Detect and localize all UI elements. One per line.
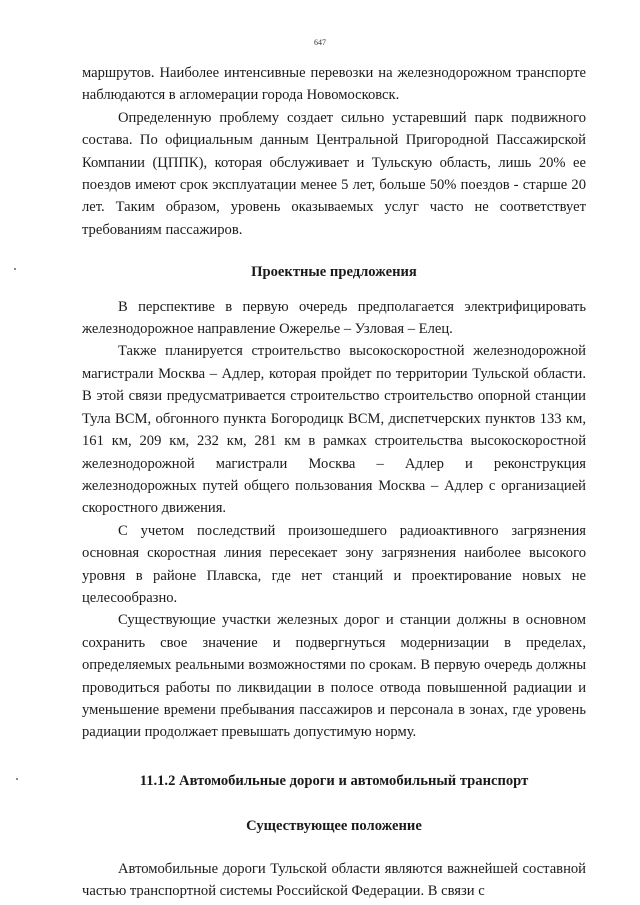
heading-section-roads: 11.1.2 Автомобильные дороги и автомобильный транспорт <box>139 772 529 789</box>
page-body <box>82 62 586 902</box>
heading-existing-situation: Существующее положение <box>246 818 422 835</box>
paragraph-modernization: Существующие участки железных дорог и станции должны в основном сохранить свое значение и подвергнуться модернизации в пределах, определяемых реальными возможностями по срокам. В первую очередь должны проводиться работы по ликвидации в полосе отвода повышенной радиации и уменьшение времени пребывания пассажиров и персонала в зонах, где уровень радиации продолжает превышать допустимую норму. <box>82 612 586 741</box>
paragraph-continuation: маршрутов. Наиболее интенсивные перевозки на железнодорожном транспорте наблюдаются в агломерации города Новомосковск. <box>82 65 586 104</box>
heading-proposals: Проектные предложения <box>251 264 417 281</box>
scan-speck <box>16 778 18 780</box>
paragraph-high-speed-rail: Также планируется строительство высокоскоростной железнодорожной магистрали Москва – Адлер, которая пройдет по территории Тульской области. В этой связи предусматривается строительство строительство опорной станции Тула ВСМ, обгонного пункта Богородицк ВСМ, диспетчерских пунктов 133 км, 161 км, 209 км, 232 км, 281 км в рамках строительства высокоскоростной железнодорожной магистрали Москва – Адлер и реконструкция железнодорожных путей общего пользования Москва – Адлер с организацией скоростного движения. <box>82 343 586 517</box>
page-number: 647 <box>314 38 326 47</box>
paragraph-roads: Автомобильные дороги Тульской области являются важнейшей составной частью транспортной системы Российской Федерации. В связи с <box>82 860 586 899</box>
paragraph-electrification: В перспективе в первую очередь предполагается электрифицировать железнодорожное направление Ожерелье – Узловая – Елец. <box>82 298 586 338</box>
paragraph-rolling-stock: Определенную проблему создает сильно устаревший парк подвижного состава. По официальным данным Центральной Пригородной Пассажирской Компании (ЦППК), которая обслуживает и Тульскую область, лишь 20% ее поездов имеют срок эксплуатации менее 5 лет, больше 50% поездов - старше 20 лет. Таким образом, уровень оказываемых услуг часто не соответствует требованиям пассажиров. <box>82 109 586 238</box>
paragraph-contamination: С учетом последствий произошедшего радиоактивного загрязнения основная скоростная линия пересекает зону загрязнения наиболее высокого уровня в районе Плавска, где нет станций и проектирование новых не целесообразно. <box>82 522 586 606</box>
scan-speck <box>14 268 16 270</box>
